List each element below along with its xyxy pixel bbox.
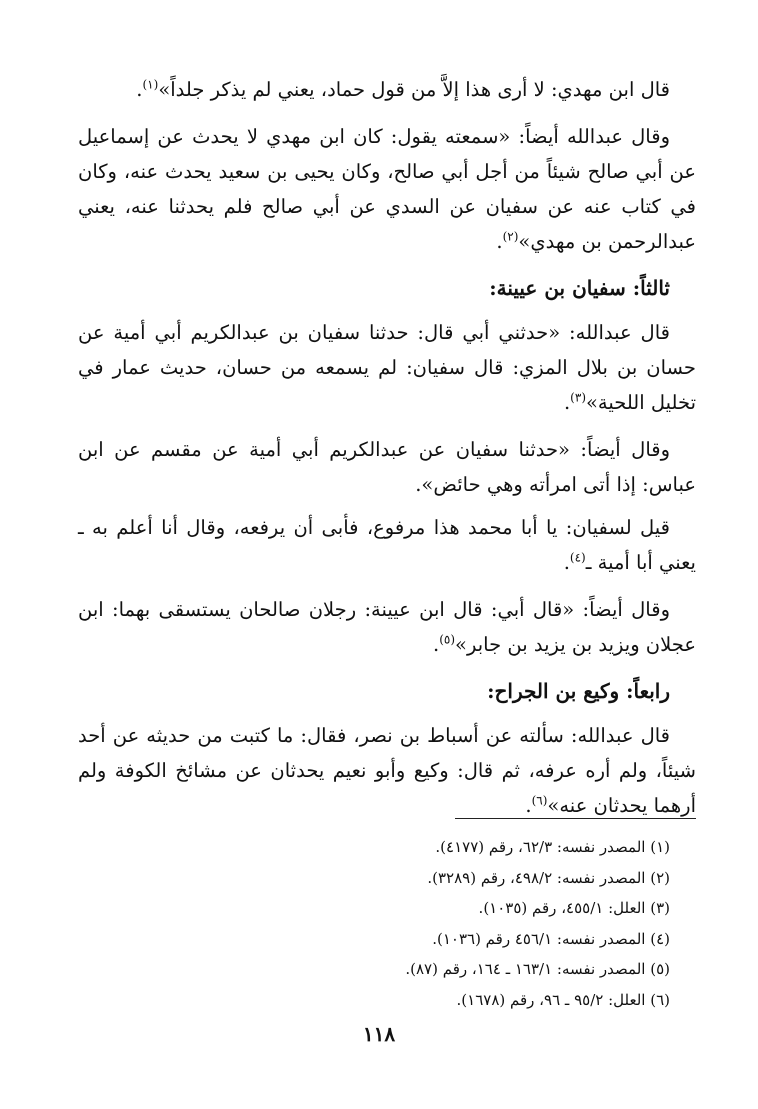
paragraph-text: وقال أيضاً: «قال أبي: قال ابن عيينة: رجلان صالحان يستسقى بهما: ابن عجلان ويزيد بن يزيد بن جابر» xyxy=(78,598,696,656)
footnote-reference: (١) xyxy=(142,77,159,92)
paragraph-text: قال عبدالله: «حدثني أبي قال: حدثنا سفيان بن عبدالكريم أبي أمية عن حسان بن بلال المزي: قال سفيان: لم يسمعه من حسان، حديث عمار في تخليل اللحية» xyxy=(78,321,696,414)
footnote: (٣) العلل: ٤٥٥/١، رقم (١٠٣٥). xyxy=(478,899,670,917)
paragraph-end: . xyxy=(433,633,440,656)
paragraph-text: وقال عبدالله أيضاً: «سمعته يقول: كان ابن مهدي لا يحدث عن إسماعيل عن أبي صالح شيئاً من أجل أبي صالح، وكان يحيى بن سعيد يحدث عنه، وكان في كتاب عنه عن سفيان عن السدي عن أبي صالح فلم يحدثنا عنه، يعني عبدالرحمن بن مهدي» xyxy=(78,125,696,253)
paragraph-text: قال ابن مهدي: لا أرى هذا إلاَّ من قول حماد، يعني لم يذكر جلداً» xyxy=(158,78,670,101)
paragraph-text: قيل لسفيان: يا أبا محمد هذا مرفوع، فأبى أن يرفعه، وقال أنا أعلم به ـ يعني أبا أمية ـ xyxy=(78,516,696,574)
section-heading: رابعاً: وكيع بن الجراح: xyxy=(487,679,670,703)
paragraph-end: . xyxy=(525,794,532,817)
footnote: (١) المصدر نفسه: ٦٢/٣، رقم (٤١٧٧). xyxy=(435,838,670,856)
footnote-reference: (٥) xyxy=(439,632,456,647)
paragraph-text: وقال أيضاً: «حدثنا سفيان عن عبدالكريم أبي أمية عن مقسم عن ابن عباس: إذا أتى امرأته وهي حائض». xyxy=(78,438,696,496)
footnote-reference: (٦) xyxy=(531,793,548,808)
footnote: (٥) المصدر نفسه: ١٦٣/١ ـ ١٦٤، رقم (٨٧). xyxy=(405,960,670,978)
paragraph-end: . xyxy=(136,78,143,101)
paragraph-text: قال عبدالله: سألته عن أسباط بن نصر، فقال: ما كتبت من حديثه عن أحد شيئاً، ولم أره عرفه، ثم قال: وكيع وأبو نعيم يحدثان عن مشائخ الكوفة ولم أرهما يحدثان عنه» xyxy=(78,724,696,817)
footnote-reference: (٤) xyxy=(569,550,586,565)
paragraph xyxy=(78,510,696,580)
footnote-reference: (٣) xyxy=(570,390,586,405)
footnote-reference: (٢) xyxy=(502,229,519,244)
paragraph xyxy=(78,592,696,662)
footnote: (٦) العلل: ٩٥/٢ ـ ٩٦، رقم (١٦٧٨). xyxy=(456,990,670,1009)
paragraph xyxy=(78,72,696,107)
footnote-separator xyxy=(455,818,696,819)
paragraph-end: . xyxy=(563,391,571,414)
paragraph xyxy=(78,119,696,259)
section-heading: ثالثاً: سفيان بن عيينة: xyxy=(489,276,670,300)
footnotes xyxy=(300,832,696,1015)
paragraph-end: . xyxy=(563,551,570,574)
main-text xyxy=(78,72,696,835)
page-number: ١١٨ xyxy=(362,1022,396,1046)
paragraph-end: . xyxy=(496,230,503,253)
footnote: (٢) المصدر نفسه: ٤٩٨/٢، رقم (٣٢٨٩). xyxy=(427,868,670,887)
paragraph xyxy=(78,315,696,420)
paragraph xyxy=(78,432,696,502)
paragraph xyxy=(78,718,696,823)
footnote: (٤) المصدر نفسه: ٤٥٦/١ رقم (١٠٣٦). xyxy=(432,929,670,948)
